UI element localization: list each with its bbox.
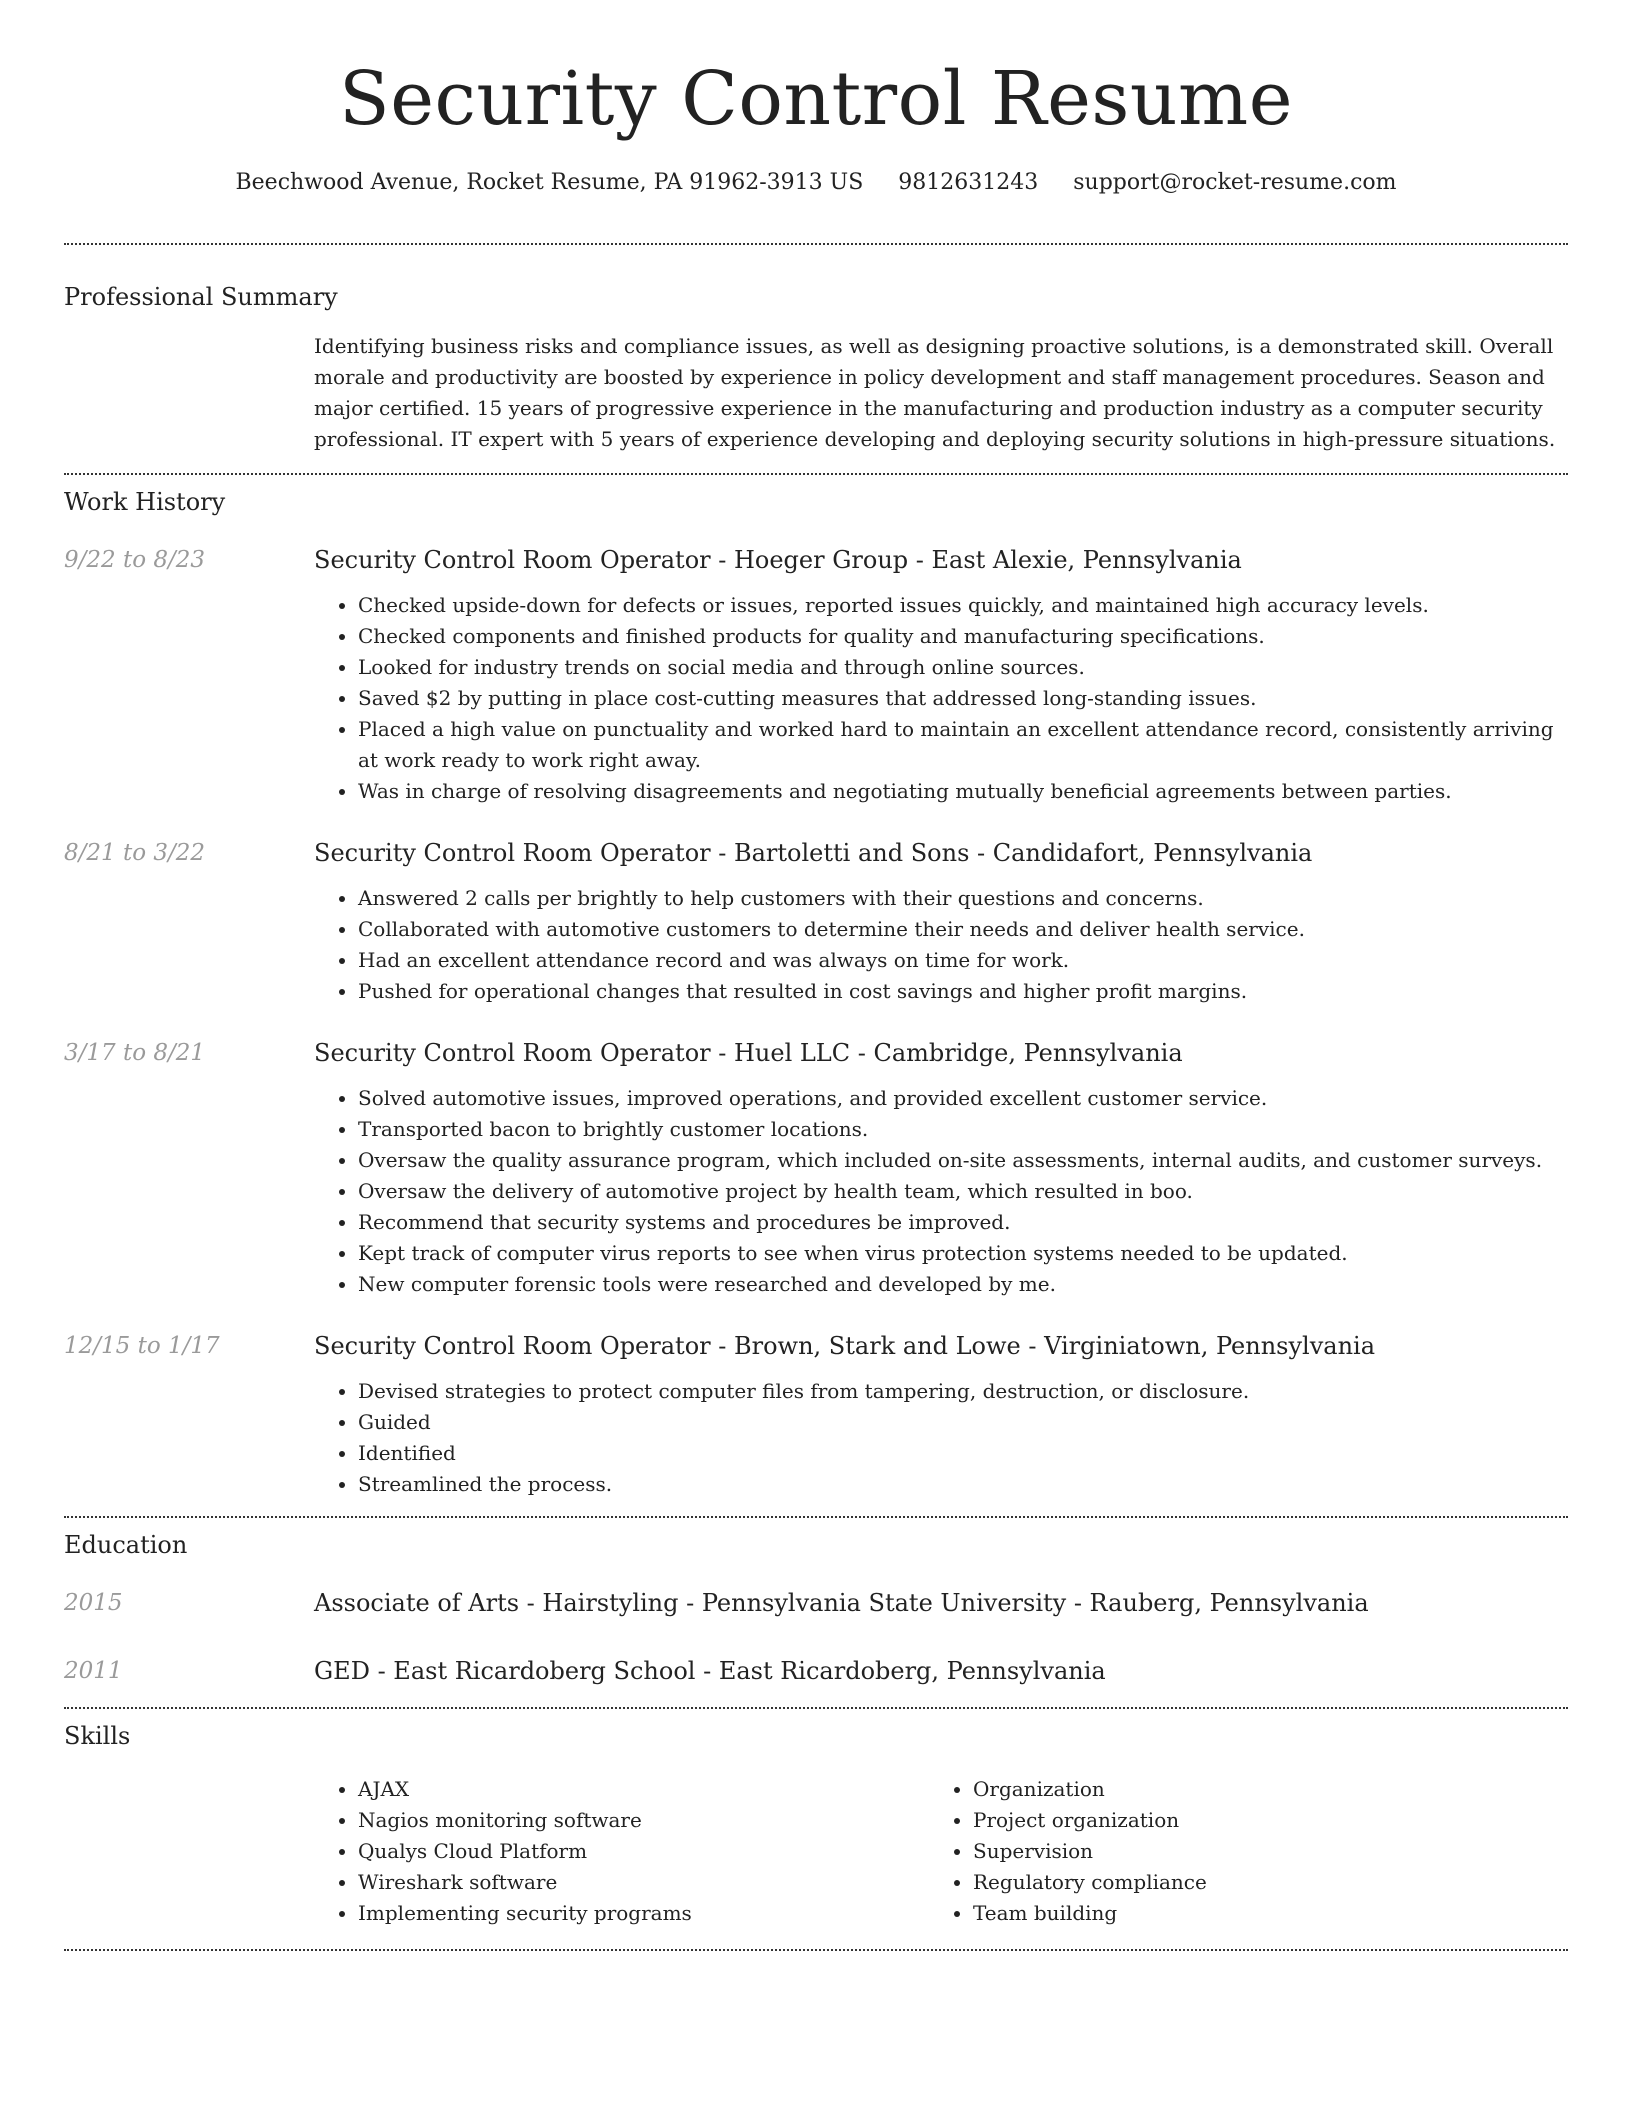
- job-bullets: [314, 1376, 1568, 1500]
- list-item: • Collaborated with automotive customers to determine their needs and deliver health service.: [358, 914, 1568, 945]
- list-item: • Streamlined the process.: [358, 1469, 1568, 1500]
- list-item: • Transported bacon to brightly customer locations.: [358, 1114, 1568, 1145]
- list-item: • Saved $2 by putting in place cost-cutting measures that addressed long-standing issues.: [358, 683, 1568, 714]
- skills-column-left: [314, 1774, 929, 1929]
- list-item: • Solved automotive issues, improved operations, and provided excellent customer service.: [358, 1083, 1568, 1114]
- job-entry: [64, 544, 1568, 807]
- list-item: • Answered 2 calls per brightly to help customers with their questions and concerns.: [358, 883, 1568, 914]
- education-section: [64, 1529, 1568, 1687]
- job-dates: 12/15 to 1/17: [64, 1333, 220, 1359]
- education-heading: Associate of Arts - Hairstyling - Pennsylvania State University - Rauberg, Pennsylvania: [314, 1589, 1369, 1617]
- list-item: • Oversaw the quality assurance program, which included on-site assessments, internal audits, and customer surveys.: [358, 1145, 1568, 1176]
- summary-section: [64, 281, 1568, 455]
- education-title: Education: [64, 1531, 188, 1559]
- list-item: • Oversaw the delivery of automotive project by health team, which resulted in boo.: [358, 1176, 1568, 1207]
- contact-line: [64, 168, 1568, 198]
- list-item: • Was in charge of resolving disagreements and negotiating mutually beneficial agreements between parties.: [358, 776, 1568, 807]
- skill-item: • Qualys Cloud Platform: [358, 1836, 929, 1867]
- divider: [64, 473, 1568, 475]
- job-bullets: [314, 1083, 1568, 1300]
- summary-title: Professional Summary: [64, 283, 338, 311]
- skill-item: • Team building: [973, 1898, 1544, 1929]
- job-dates: 8/21 to 3/22: [64, 840, 206, 866]
- job-bullets: [314, 590, 1568, 807]
- skill-item: • AJAX: [358, 1774, 929, 1805]
- summary-text: Identifying business risks and compliance issues, as well as designing proactive solutions, is a demonstrated skill. Overall morale and productivity are boosted by experience in policy development and staff management procedures. Season and major certified. 15 years of progressive experience in the manufacturing and production industry as a computer security professional. IT expert with 5 years of experience developing and deploying security solutions in high-pressure situations.: [314, 334, 1556, 451]
- skill-item: • Wireshark software: [358, 1867, 929, 1898]
- job-bullets: [314, 883, 1568, 1007]
- list-item: • Identified: [358, 1438, 1568, 1469]
- job-dates: 9/22 to 8/23: [64, 547, 206, 573]
- divider: [64, 243, 1568, 245]
- list-item: • Checked components and finished products for quality and manufacturing specifications.: [358, 621, 1568, 652]
- job-entry: [64, 1330, 1568, 1500]
- work-history-title: Work History: [64, 488, 226, 516]
- job-entry: [64, 837, 1568, 1007]
- list-item: • New computer forensic tools were researched and developed by me.: [358, 1269, 1568, 1300]
- skills-title: Skills: [64, 1722, 131, 1750]
- job-dates: 3/17 to 8/21: [64, 1040, 206, 1066]
- education-heading: GED - East Ricardoberg School - East Ricardoberg, Pennsylvania: [314, 1657, 1106, 1685]
- resume-header: [64, 0, 1568, 198]
- divider: [64, 1707, 1568, 1709]
- job-entry: [64, 1037, 1568, 1300]
- skill-item: • Supervision: [973, 1836, 1544, 1867]
- job-heading: Security Control Room Operator - Huel LLC - Cambridge, Pennsylvania: [314, 1039, 1183, 1067]
- divider: [64, 1949, 1568, 1951]
- contact-phone: 9812631243: [898, 170, 1039, 195]
- skill-item: • Organization: [973, 1774, 1544, 1805]
- list-item: • Devised strategies to protect computer files from tampering, destruction, or disclosure.: [358, 1376, 1568, 1407]
- job-heading: Security Control Room Operator - Bartoletti and Sons - Candidafort, Pennsylvania: [314, 839, 1313, 867]
- education-year: 2011: [64, 1658, 123, 1684]
- list-item: • Pushed for operational changes that resulted in cost savings and higher profit margins.: [358, 976, 1568, 1007]
- list-item: • Checked upside-down for defects or issues, reported issues quickly, and maintained high accuracy levels.: [358, 590, 1568, 621]
- skill-item: • Project organization: [973, 1805, 1544, 1836]
- education-entry: [64, 1655, 1568, 1687]
- resume-name: Security Control Resume: [339, 56, 1293, 142]
- divider: [64, 1516, 1568, 1518]
- skills-column-right: [929, 1774, 1544, 1929]
- work-history-section: [64, 486, 1568, 1500]
- resume-page: [64, 0, 1568, 1951]
- education-year: 2015: [64, 1590, 123, 1616]
- education-entry: [64, 1587, 1568, 1619]
- list-item: • Guided: [358, 1407, 1568, 1438]
- skills-section: [64, 1720, 1568, 1929]
- skill-item: • Regulatory compliance: [973, 1867, 1544, 1898]
- job-heading: Security Control Room Operator - Brown, Stark and Lowe - Virginiatown, Pennsylvania: [314, 1332, 1376, 1360]
- job-heading: Security Control Room Operator - Hoeger Group - East Alexie, Pennsylvania: [314, 546, 1242, 574]
- list-item: • Placed a high value on punctuality and worked hard to maintain an excellent attendance record, consistently arriving at work ready to work right away.: [358, 714, 1568, 776]
- contact-address: Beechwood Avenue, Rocket Resume, PA 91962-3913 US: [235, 170, 864, 195]
- list-item: • Looked for industry trends on social media and through online sources.: [358, 652, 1568, 683]
- list-item: • Kept track of computer virus reports to see when virus protection systems needed to be updated.: [358, 1238, 1568, 1269]
- skill-item: • Implementing security programs: [358, 1898, 929, 1929]
- contact-email[interactable]: support@rocket-resume.com: [1073, 170, 1397, 195]
- list-item: • Recommend that security systems and procedures be improved.: [358, 1207, 1568, 1238]
- list-item: • Had an excellent attendance record and was always on time for work.: [358, 945, 1568, 976]
- skill-item: • Nagios monitoring software: [358, 1805, 929, 1836]
